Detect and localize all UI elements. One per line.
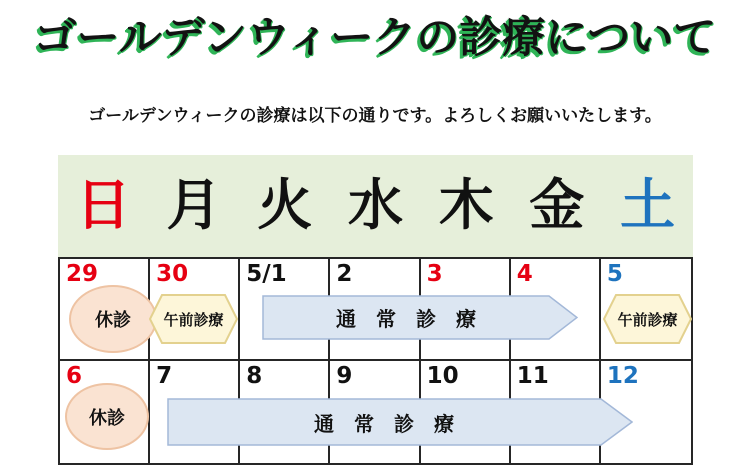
weekday-sunday: 日 [75, 173, 131, 237]
subtitle-text: ゴールデンウィークの診療は以下の通りです。よろしくお願いいたします。 [88, 106, 662, 126]
date-cell: 4 [511, 259, 601, 359]
normal-care-label: 通 常 診 療 [314, 411, 454, 436]
date-cell: 5 [606, 261, 623, 287]
date-cell: 2 [330, 259, 420, 359]
closed-badge: 休診 [65, 383, 149, 450]
morning-care-label: 午前診療 [163, 310, 224, 329]
golden-week-calendar [58, 155, 693, 465]
date-cell: 29 [60, 259, 150, 359]
normal-care-arrow [167, 398, 633, 446]
weekday-header-row [58, 155, 693, 257]
date-cell: 3 [421, 259, 511, 359]
date-cell: 8 [240, 361, 330, 463]
weekday-tuesday: 火 [257, 173, 313, 237]
weekday-saturday: 土 [620, 173, 676, 237]
weekday-wednesday: 水 [347, 173, 403, 237]
date-cell: 30 [150, 259, 240, 359]
weekday-monday: 月 [166, 173, 222, 237]
date-cell: 5/1 [240, 259, 330, 359]
closed-badge: 休診 [69, 285, 157, 353]
normal-care-label: 通 常 診 療 [336, 307, 476, 331]
morning-care-label: 午前診療 [617, 310, 678, 329]
date-cell: 9 [330, 361, 420, 463]
weekday-friday: 金 [529, 173, 585, 237]
morning-care-badge [149, 294, 238, 344]
page-title: ゴールデンウィークの診療について [33, 13, 717, 63]
date-cell: 7 [150, 361, 240, 463]
date-cell: 6 [60, 361, 150, 463]
normal-care-arrow [262, 295, 578, 340]
date-cell: 12 [606, 363, 639, 389]
weekday-thursday: 木 [438, 173, 494, 237]
date-cell: 11 [511, 361, 601, 463]
date-cell: 10 [421, 361, 511, 463]
morning-care-badge [603, 294, 692, 344]
